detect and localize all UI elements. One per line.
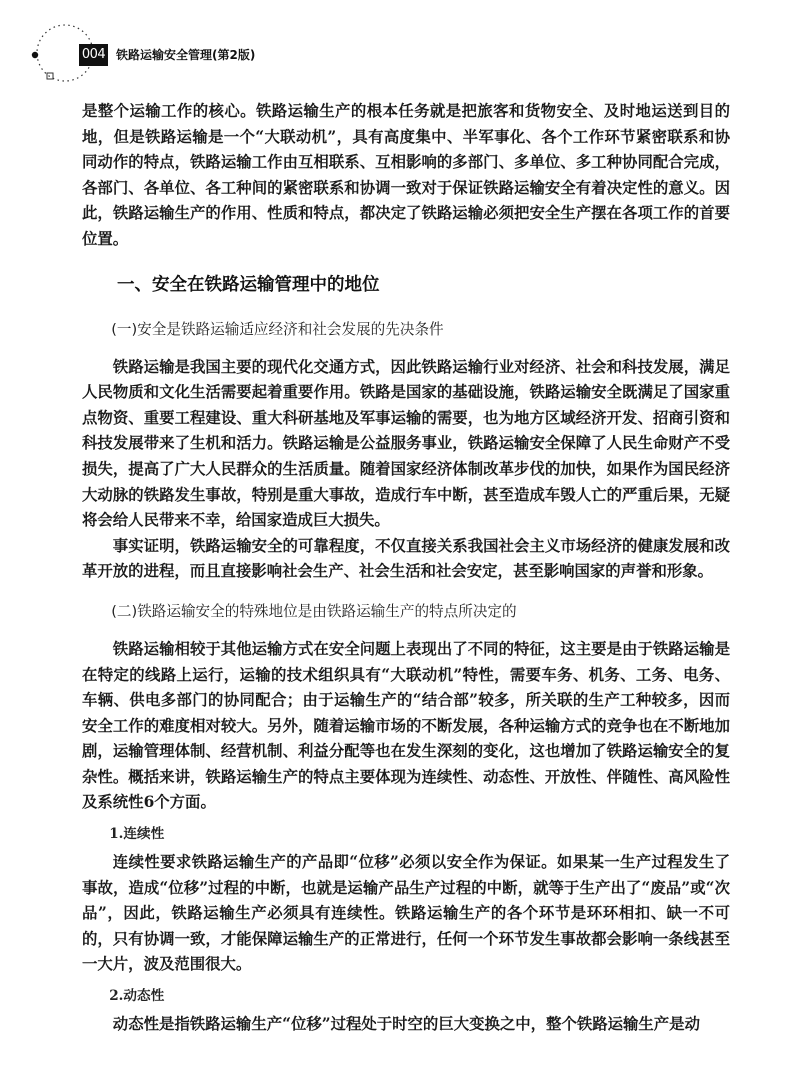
subsection-heading-1: (一)安全是铁路运输适应经济和社会发展的先决条件	[111, 320, 444, 338]
subsection-1-paragraph-1: 铁路运输是我国主要的现代化交通方式，因此铁路运输行业对经济、社会和科技发展，满足人民物质和文化生活需要起着重要作用。铁路是国家的基础设施，铁路运输安全既满足了国家重点物资、重要工程建设、重大科研基地及军事运输的需要，也为地方区域经济开发、招商引资和科技发展带来了生机和活力。铁路运输是公益服务事业，铁路运输安全保障了人民生命财产不受损失，提高了广大人民群众的生活质量。随着国家经济体制改革步伐的加快，如果作为国民经济大动脉的铁路发生事故，特别是重大事故，造成行车中断，甚至造成车毁人亡的严重后果，无疑将会给人民带来不幸，给国家造成巨大损失。	[82, 357, 730, 530]
section-heading-1: 一、安全在铁路运输管理中的地位	[117, 274, 380, 295]
point-heading-dynamics: 2.动态性	[109, 988, 165, 1005]
point-paragraph-dynamics: 动态性是指铁路运输生产“位移”过程处于时空的巨大变换之中，整个铁路运输生产是动	[112, 1015, 700, 1034]
subsection-heading-2: (二)铁路运输安全的特殊地位是由铁路运输生产的特点所决定的	[111, 602, 517, 620]
page-body	[82, 99, 730, 1038]
point-paragraph-continuity: 连续性要求铁路运输生产的产品即“位移”必须以安全作为保证。如果某一生产过程发生了事故，造成“位移”过程的中断，也就是运输产品生产过程的中断，就等于生产出了“废品”或“次品”，因此，铁路运输生产必须具有连续性。铁路运输生产的各个环节是环环相扣、缺一不可的，只有协调一致，才能保障运输生产的正常进行，任何一个环节发生事故都会影响一条线甚至一大片，波及范围很大。	[82, 853, 730, 974]
intro-paragraph: 是整个运输工作的核心。铁路运输生产的根本任务就是把旅客和货物安全、及时地运送到目的地，但是铁路运输是一个“大联动机”，具有高度集中、半军事化、各个工作环节紧密联系和协同动作的特点，铁路运输工作由互相联系、互相影响的多部门、多单位、多工种协同配合完成，各部门、各单位、各工种间的紧密联系和协调一致对于保证铁路运输安全有着决定性的意义。因此，铁路运输生产的作用、性质和特点，都决定了铁路运输必须把安全生产摆在各项工作的首要位置。	[82, 102, 730, 248]
page-number: 004	[79, 44, 108, 66]
page-header	[0, 0, 790, 90]
running-title: 铁路运输安全管理(第2版)	[116, 48, 256, 62]
subsection-1-paragraph-2: 事实证明，铁路运输安全的可靠程度，不仅直接关系我国社会主义市场经济的健康发展和改革开放的进程，而且直接影响社会生产、社会生活和社会安定，甚至影响国家的声誉和形象。	[82, 536, 730, 581]
point-heading-continuity: 1.连续性	[109, 826, 165, 843]
subsection-2-paragraph-1: 铁路运输相较于其他运输方式在安全问题上表现出了不同的特征，这主要是由于铁路运输是在特定的线路上运行，运输的技术组织具有“大联动机”特性，需要车务、机务、工务、电务、车辆、供电多部门的协同配合；由于运输生产的“结合部”较多，所关联的生产工种较多，因而安全工作的难度相对较大。另外，随着运输市场的不断发展，各种运输方式的竞争也在不断地加剧，运输管理体制、经营机制、利益分配等也在发生深刻的变化，这也增加了铁路运输安全的复杂性。概括来讲，铁路运输生产的特点主要体现为连续性、动态性、开放性、伴随性、高风险性及系统性6个方面。	[82, 639, 730, 812]
